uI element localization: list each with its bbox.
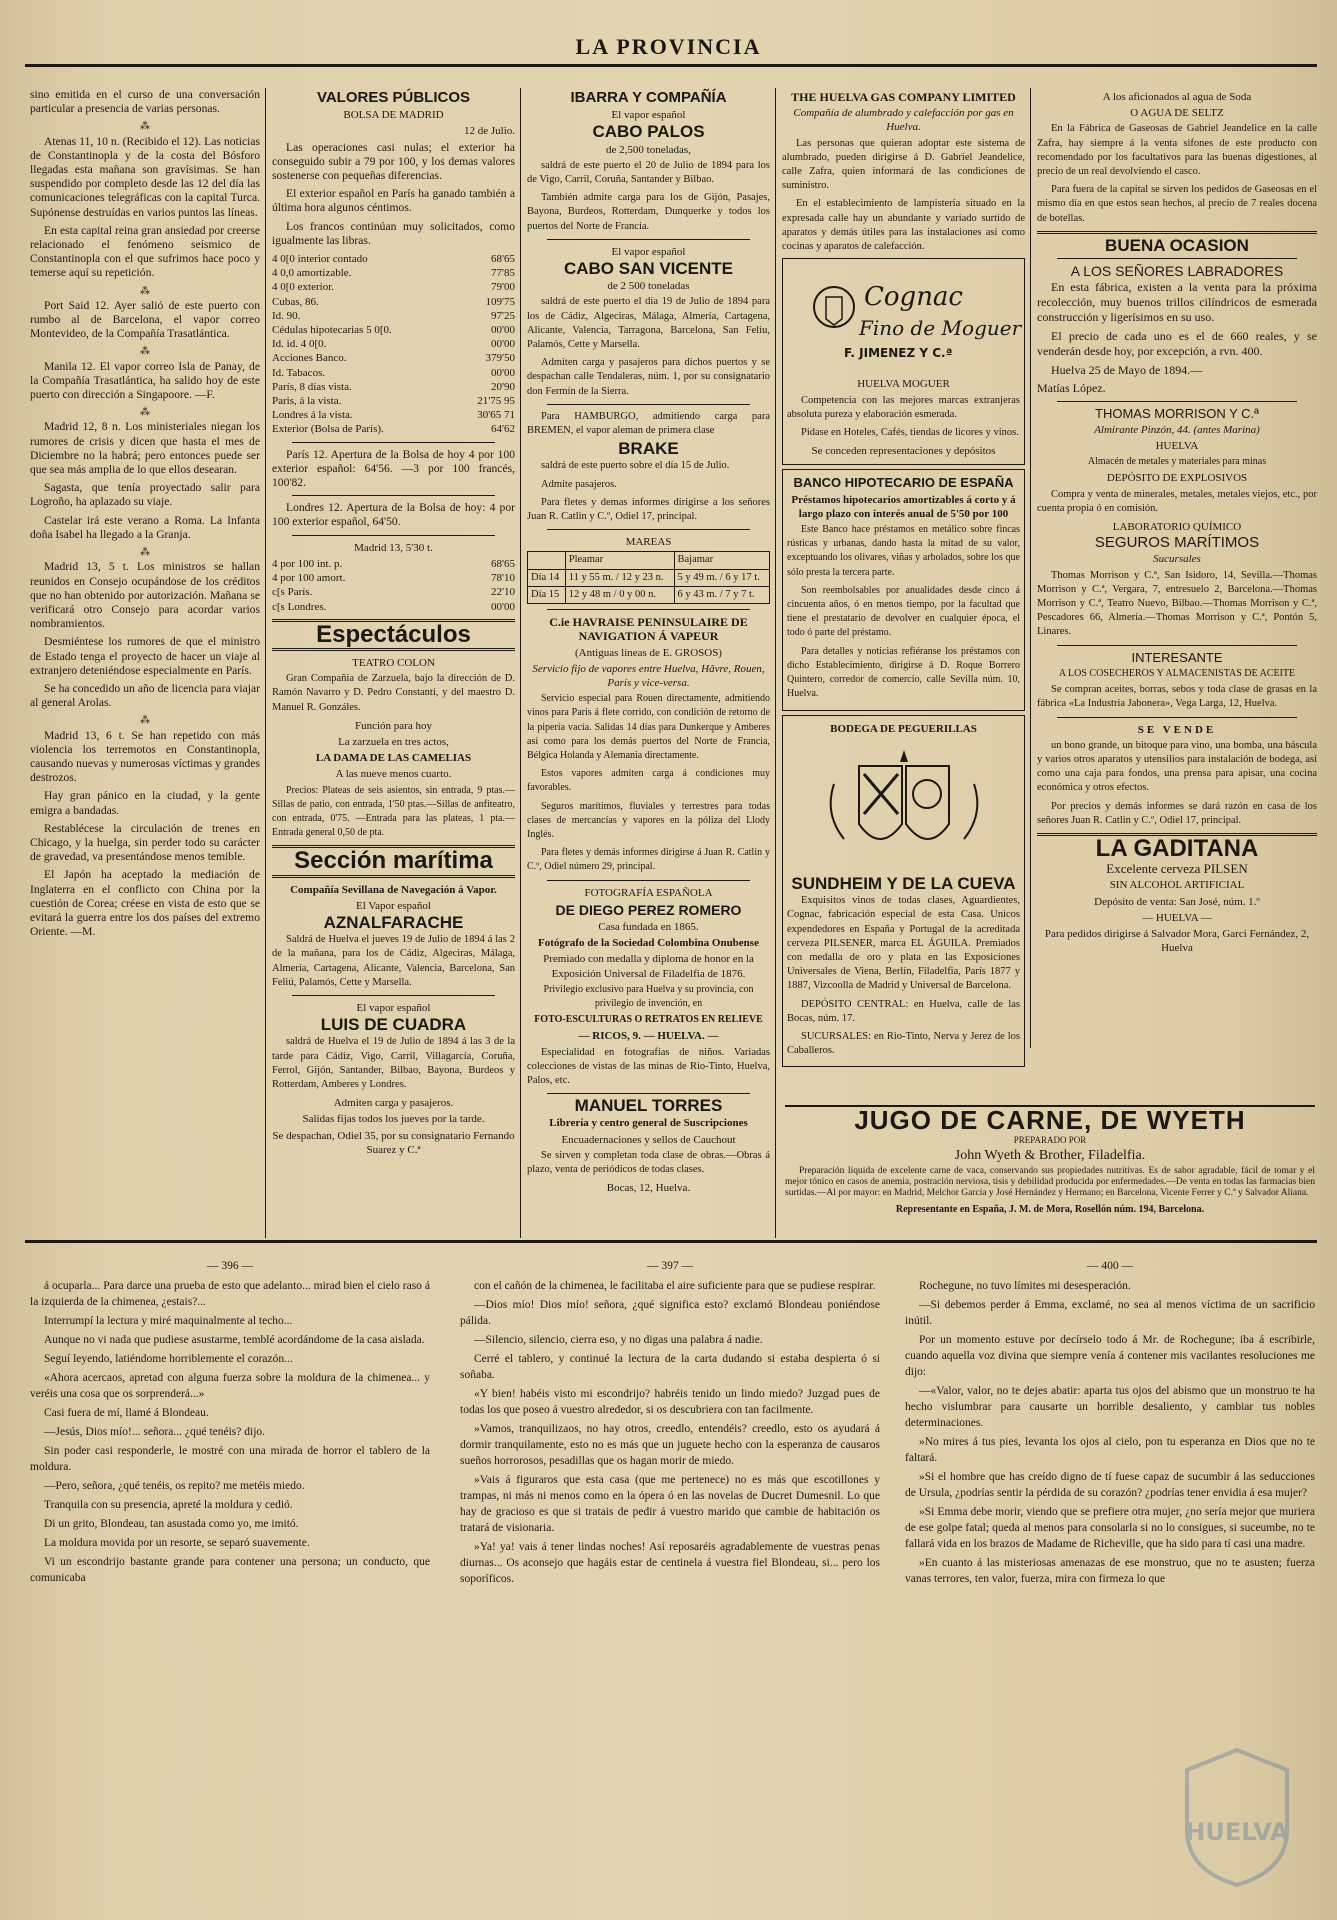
divider [272, 648, 515, 651]
quote-row [272, 252, 515, 266]
subheading: Almacén de metales y materiales para minas [1087, 456, 1267, 468]
separator-stars: ⁂ [140, 715, 150, 727]
quote-value: 00'00 [491, 600, 515, 613]
table-cell: Día 15 [528, 586, 566, 603]
quote-row [272, 557, 515, 571]
divider [292, 442, 495, 443]
quote-row [272, 309, 515, 323]
paragraph: saldrá de este puerto sobre el día 15 de Julio. [541, 460, 730, 472]
feuilleton-paragraph: Rochegune, no tuvo límites mi desesperación. [919, 1280, 1131, 1292]
column-divider [1030, 88, 1031, 1048]
feuilleton-paragraph: Cerré el tablero, y continué la lectura de la carta dudando si estaba despierta ó si soñaba. [460, 1353, 880, 1381]
quote-label: Londres á la vista. [272, 409, 353, 422]
subheading: TEATRO COLON [352, 656, 435, 669]
quotes-list [272, 557, 515, 614]
feuilleton-paragraph: Tranquila con su presencia, apreté la moldura y cedió. [44, 1499, 293, 1511]
news-item: Atenas 11, 10 n. (Recibido el 12). Las noticias de Constantinopla y de la costa del Bósforo llegadas esta mañana son gravísimas. Se han suspendido por completo desde las 12 del día las comunicaciones telegráficas con la capital Turca. Supónense destruídas en varios puntos las líneas. [30, 134, 260, 219]
tide-table [527, 551, 770, 604]
bodega-ad [782, 715, 1025, 1068]
paragraph: Exquisitos vinos de todas clases, Aguardientes, Cognac, fabricación especial de esta Casa. Unicos expendedores en España y Portugal de la acreditada cerveza PILSENER, marca EL ÁGUILA. Premiados con medalla de oro y plata en las Exposiciones Universales de Viena, Berlín, Filadelfia, París 1877 y 1887, Vizcoolla de Madrid y Universal de Barcelona. [787, 895, 1020, 992]
logo-text: F. JIMENEZ Y C.ª [843, 346, 952, 361]
feuilleton-paragraph: »Si el hombre que has creído digno de tí fuese capaz de sucumbir á las seducciones de Ursula, ¿podrías sentir la pérdida de su corazón? ¿podrías tener envidia á esa mujer? [905, 1471, 1315, 1499]
subheading: Servicio fijo de vapores entre Huelva, Hâvre, Rouen, París y vice-versa. [532, 662, 765, 689]
subheading: Admiten carga y pasajeros. [333, 1097, 454, 1110]
subheading: O AGUA DE SELTZ [1130, 107, 1224, 120]
news-item: Se ha concedido un año de licencia para viajar al general Arolas. [30, 681, 260, 710]
paragraph: París 12. Apertura de la Bolsa de hoy 4 por 100 exterior español: 64'56. —3 por 100 francés, 100'82. [272, 447, 515, 490]
feuilleton-paragraph: Di un grito, Blondeau, tan asustada como yo, me imitó. [44, 1518, 299, 1530]
paragraph: saldrá de este puerto el 20 de Julio de 1894 para los de Vigo, Carril, Coruña, Santander y Bilbao. [527, 159, 770, 186]
quote-value: 00'00 [491, 324, 515, 337]
paragraph: Thomas Morrison y C.ª, San Isidoro, 14, Sevilla.—Thomas Morrison y C.ª, Vergara, 7, entresuelo 2, Barcelona.—Thomas Morrison y C.ª, Teatro Nuevo, Bilbao.—Thomas Morrison y C.ª, Pescadores 66, Almería.—Thomas Morrison y C.ª, Pontón 5, Linares. [1037, 569, 1317, 638]
paragraph: Para HAMBURGO, admitiendo carga para BREMEN, el vapor aleman de primera clase [527, 410, 770, 437]
column-divider [520, 88, 521, 1238]
divider [1037, 231, 1317, 234]
subheading: Compañía de alumbrado y calefacción por gas en Huelva. [793, 107, 1014, 134]
quote-label: Id. 90. [272, 309, 301, 322]
news-item: El Japón ha aceptado la mediación de Inglaterra en el conflicto con China por la cuestión de Corea; créese en vista de esto que se evitará la guerra entre los dos países del extremo Oriente. —M. [30, 868, 260, 939]
quote-row [272, 266, 515, 280]
paragraph: Se sirven y completan toda clase de obras.—Obras á plazo, venta de periódicos de todas clases. [527, 1149, 770, 1175]
address: Bocas, 12, Huelva. [606, 1182, 691, 1195]
paragraph: Son reembolsables por anualidades desde cinco á cincuenta años, ó en menos tiempo, por la facultad que tiene el prestatario de devolver en cualquier época, el todo ó parte del préstamo. [787, 584, 1020, 639]
paragraph: Para detalles y noticias refiéranse los préstamos con dicho Establecimiento, dirigirse á D. Roque Borrero Quintero, corredor de comercio, calle Sevilla núm. 10, Huelva. [787, 645, 1020, 700]
quote-row [272, 323, 515, 337]
quote-value: 78'10 [491, 572, 515, 585]
subheading: Sucursales [1153, 553, 1201, 566]
paragraph: Compra y venta de minerales, metales, metales viejos, etc., por cuenta propia ó en comisión. [1037, 488, 1317, 514]
logo-text: Fino de Moguer [858, 316, 1021, 341]
quote-value: 64'62 [491, 423, 515, 436]
subheading: de 2,500 toneladas, [606, 143, 691, 156]
paragraph: Las operaciones casi nulas; el exterior ha conseguido subir a 79 por 100, y los demas valores sostenerse con pequeñas diferencias. [272, 140, 515, 183]
news-item: Hay gran pánico en la ciudad, y la gente emigra a bandadas. [30, 789, 260, 817]
quote-value: 21'75 95 [477, 395, 515, 408]
paragraph: Para fletes y demas informes dirigirse a los señores Juan R. Catlin y C.º, Odiel 17, principal. [527, 496, 770, 523]
news-item: En esta capital reina gran ansiedad por creerse relacionado el fenómeno seísmico de Constantinopla con el que sufrimos hace poco y temerse aquí su repetición. [30, 223, 260, 280]
news-item: Port Said 12. Ayer salió de este puerto con rumbo al de Barcelona, el vapor correo Montevideo, de la Compañía Trasatlántica. [30, 298, 260, 341]
divider [547, 529, 750, 530]
paragraph: En el establecimiento de lampistería situado en la expresada calle hay un abundante y variado surtido de aparatos y demás útiles para las instalaciones así como cocinas y aparatos de calefacción. [782, 198, 1025, 253]
ship-name: LUIS DE CUADRA [320, 1015, 467, 1035]
subheading: (Antiguas líneas de E. GROSOS) [575, 646, 722, 659]
news-item: Manila 12. El vapor correo Isla de Panay, de la Compañía Trasatlántica, ha salido hoy de este puerto con dirección a Singapoore. —F. [30, 359, 260, 402]
quote-label: c[s París. [272, 586, 313, 599]
news-item: sino emitida en el curso de una conversación particular a presencia de varias personas. [30, 88, 260, 116]
subheading: SEGUROS MARÍTIMOS [1094, 534, 1260, 552]
company-name: BODEGA DE PEGUERILLAS [830, 722, 977, 735]
quote-value: 22'10 [491, 586, 515, 599]
divider [547, 880, 750, 881]
ship-name: CABO SAN VICENTE [563, 259, 734, 279]
divider [292, 495, 495, 496]
news-item: Madrid 13, 5 t. Los ministros se hallan reunidos en Consejo ocupándose de los créditos que no han obtenido por autorización. Mañana se verificará otro Consejo para acordar varios nombramientos. [30, 560, 260, 631]
feuilleton-paragraph: »No mires á tus pies, levanta los ojos al cielo, pon tu esperanza en Dios que no te faltará. [905, 1436, 1315, 1464]
quote-label: Exterior (Bolsa de París). [272, 423, 384, 436]
table-cell: 12 y 48 m / 0 y 00 n. [565, 586, 674, 603]
subheading: Encuadernaciones y sellos de Cauchout [561, 1133, 736, 1146]
coat-of-arms-icon [804, 744, 1004, 864]
news-item: Madrid 12, 8 n. Los ministeriales niegan los rumores de crisis y dicen que hasta el mes de Diciembre no la habrá; pero entonces puede ser que sea más amplia de lo que ellos desearan. [30, 420, 260, 477]
feuilleton-paragraph: —Dios mío! Dios mío! señora, ¿qué significa esto? exclamó Blondeau poniéndose pálida. [460, 1299, 880, 1327]
feuilleton-paragraph: Seguí leyendo, latiéndome horriblemente el corazón... [44, 1353, 293, 1365]
cognac-logo-icon [804, 267, 1021, 367]
quote-value: 68'65 [491, 557, 515, 570]
subheading: Fotógrafo de la Sociedad Colombina Onubense [538, 937, 759, 950]
paragraph: Admite pasajeros. [541, 478, 617, 490]
feuilleton-paragraph: »Si Emma debe morir, viendo que se prefiere otra mujer, ¿no sería mejor que muriera de ese golpe fatal; queda al menos para consolarla si no lo consigues, si suceumbe, no te fallará vida en los brazos de Madame de Richeville, que ha sido para tí casi una madre. [905, 1506, 1315, 1550]
company-name: DE DIEGO PEREZ ROMERO [555, 901, 742, 918]
subheading: Casa fundada en 1865. [598, 920, 699, 933]
subheading: El vapor español [611, 109, 686, 122]
quote-value: 379'50 [485, 352, 515, 365]
subheading: Salidas fijas todos los jueves por la tarde. [302, 1113, 485, 1126]
paragraph: Las personas que quieran adoptar este sistema de alumbrado, pueden dirigirse á D. Gabriel Jeandelice, calle Zafra, quien informará de las condiciones de suministro. [782, 137, 1025, 192]
quote-label: Cubas, 86. [272, 295, 319, 308]
wyeth-ad [785, 1105, 1315, 1247]
divider [547, 404, 750, 405]
quotes-list [272, 252, 515, 437]
divider [1057, 645, 1297, 646]
feuilleton-paragraph: »Vais á figuraros que esta casa (que me pertenece) no es más que escotillones y trampas, ni más ni menos como en la ópera ó en las novelas de Ducret Dumesnil. Lo que hay de gracioso es que si tratais de pedir á vuestro marido que cambie de habitación os tratará de visionaria. [460, 1474, 880, 1534]
subheading: Función para hoy [355, 719, 432, 732]
subheading: FOTO-ESCULTURAS O RETRATOS EN RELIEVE [534, 1014, 763, 1026]
paragraph: DEPÓSITO CENTRAL: en Huelva, calle de las Bocas, núm. 17. [787, 998, 1020, 1024]
company-name: MANUEL TORRES [574, 1096, 723, 1116]
subheading: SIN ALCOHOL ARTIFICIAL [1109, 879, 1245, 892]
company-name: SUNDHEIM Y DE LA CUEVA [791, 873, 1016, 893]
quote-label: Acciones Banco. [272, 352, 347, 365]
feuilleton-text [905, 1278, 1315, 1587]
subheading: BOLSA DE MADRID [343, 109, 444, 122]
subheading: La zarzuela en tres actos, [338, 735, 449, 748]
subheading: de 2 500 toneladas [607, 280, 690, 293]
paragraph: Huelva 25 de Mayo de 1894.— [1051, 363, 1203, 378]
quote-value: 68'65 [491, 253, 515, 266]
separator-stars: ⁂ [140, 407, 150, 419]
subheading: Se conceden representaciones y depósitos [811, 445, 996, 458]
quote-label: 4 por 100 amort. [272, 572, 346, 585]
quote-row [272, 351, 515, 365]
divider [292, 535, 495, 536]
subheading: Privilegio exclusivo para Huelva y su provincia, con privilegio de invención, en [543, 983, 754, 1009]
quote-label: Id. id. 4 0[0. [272, 338, 327, 351]
paragraph: Competencia con las mejores marcas extranjeras absoluta pureza y elaboración esmerada. [787, 394, 1020, 420]
table-cell: 11 y 55 m. / 12 y 23 n. [565, 569, 674, 586]
paragraph: El precio de cada uno es el de 660 reales, y se venderán desde hoy, por excepción, a rvn. 400. [1037, 329, 1317, 359]
divider [292, 995, 495, 996]
feuilleton-paragraph: »Ya! ya! vais á tener lindas noches! Así reposaréis agradablemente de vuestras penas diurnas... Os aconsejo que hagáis estar de centinela á vuestra fiel Blondeau, si... pero los soporíficos. [460, 1541, 880, 1585]
quote-label: c[s Londres. [272, 600, 327, 613]
news-column [30, 88, 260, 1238]
column-divider [775, 88, 776, 1238]
paragraph: Pídase en Hoteles, Cafés, tiendas de licores y vinos. [801, 427, 1019, 439]
paragraph: Este Banco hace préstamos en metálico sobre fincas rústicas y urbanas, dando hasta la mitad de su valor, exceptuando los olivares, viñas y arbolados, sobre los que sólo presta la tercera parte. [787, 524, 1020, 578]
paragraph: También admite carga para los de Gijón, Pasajes, Bayona, Burdeos, Rotterdam, Dunquerke y todos los puertos del Norte de Francia. [527, 192, 770, 232]
subheading: HUELVA MOGUER [857, 378, 950, 391]
paragraph: Los francos continúan muy solicitados, como igualmente las libras. [272, 219, 515, 247]
company-name: THOMAS MORRISON Y C.ª [1095, 405, 1259, 421]
paragraph: Estos vapores admiten carga á condiciones muy favorables. [527, 768, 770, 794]
ad-title: JUGO DE CARNE, DE WYETH [854, 1105, 1246, 1135]
subheading: MAREAS [625, 536, 672, 549]
paragraph: saldrá de este puerto el día 19 de Julio de 1894 para los de Cádiz, Algeciras, Málaga, Almería, Cartagena, Alicante, Valencia, Tarragona, Barcelona, San Feliu, Palamós, Cette y Marsella. [527, 296, 770, 351]
masthead-rule [25, 64, 1317, 67]
feuilleton-paragraph: á ocuparla... Para darce una prueba de esto que adelanto... mirad bien el cielo raso á la izquierda de la chimenea, ¿estais?... [30, 1280, 430, 1308]
address: — HUELVA — [1142, 911, 1212, 924]
ads-column [782, 88, 1025, 1057]
quote-row [272, 380, 515, 394]
feuilleton-paragraph: —Jesús, Dios mío!... señora... ¿qué tenéis? dijo. [44, 1426, 266, 1438]
ad-title: LA GADITANA [1095, 834, 1259, 862]
address: — RICOS, 9. — HUELVA. — [578, 1030, 719, 1043]
page-number: — 396 — [207, 1260, 253, 1272]
subheading: A LOS COSECHEROS Y ALMACENISTAS DE ACEITE [1058, 667, 1296, 679]
quote-value: 00'00 [491, 366, 515, 379]
table-header: Pleamar [565, 552, 674, 569]
paragraph: Para fletes y demás informes dirigirse á Juan R. Catlin y C.º, Odiel número 29, principal. [527, 847, 770, 873]
table-header: Bajamar [674, 552, 769, 569]
quote-value: 79'00 [491, 281, 515, 294]
quote-label: 4 0,0 amortizable. [272, 267, 352, 280]
watermark-text: HUELVA [1185, 1818, 1289, 1846]
news-item: Desmiéntese los rumores de que el ministro de Estado tenga el proyecto de hacer un viaje al extranjero deteniéndose especialmente en París. [30, 635, 260, 677]
feuilleton-paragraph: —«Valor, valor, no te dejes abatir: aparta tus ojos del abismo que un monstruo te ha hecho vislumbrar para causarte un horrible desaliento, y cambiar tus nobles determinaciones. [905, 1385, 1315, 1429]
paragraph: Por precios y demás informes se dará razón en casa de los señores Juan R. Catlin y C.º, Odiel 17, principal. [1037, 800, 1317, 826]
feuilleton-paragraph: Casi fuera de mí, llamé á Blondeau. [44, 1407, 209, 1419]
company-name: C.ie HAVRAISE PENINSULAIRE DE NAVIGATION Á VAPEUR [549, 615, 748, 644]
paragraph: Para fuera de la capital se sirven los pedidos de Gaseosas en el mismo día en que estos sean hechos, al precio de 7 reales docena de botellas. [1037, 184, 1317, 224]
table-cell: 6 y 43 m. / 7 y 7 t. [674, 586, 769, 603]
subheading: FOTOGRAFÍA ESPAÑOLA [584, 886, 713, 899]
page-number: — 397 — [647, 1260, 693, 1272]
table-cell: Día 14 [528, 569, 566, 586]
address: HUELVA [1155, 440, 1199, 453]
paragraph: Saldrá de Huelva el jueves 19 de Julio de 1894 á las 2 de la mañana, para los de Cádiz, Algeciras, Málaga, Almería, Cartagena, Alicante, Valencia, Barcelona, San Feliú, Palamós, Cette y Marsella. [272, 934, 515, 988]
news-item: Restablécese la circulación de trenes en Chicago, y la huelga, sin perder todo su carácter de gravedad, va presentándose menos temible. [30, 821, 260, 864]
paragraph: En esta fábrica, existen a la venta para la próxima recolección, muy buenos trillos cilíndricos de esmerada construcción y ligerísimos en su uso. [1037, 280, 1317, 325]
quote-row [272, 408, 515, 422]
company-name: THE HUELVA GAS COMPANY LIMITED [791, 90, 1016, 104]
play-title: LA DAMA DE LAS CAMELIAS [315, 752, 472, 765]
divider [272, 875, 515, 878]
subheading: A los aficionados al agua de Soda [1102, 91, 1252, 103]
feuilleton-paragraph: Vi un escondrijo bastante grande para contener una persona; un conducto, que comunicaba [30, 1556, 430, 1584]
company-name: BANCO HIPOTECARIO DE ESPAÑA [793, 475, 1014, 491]
feuilleton-text [460, 1278, 880, 1587]
paragraph: Seguros marítimos, fluviales y terrestres para todas clases de mercancías y vapores en la póliza del Llody Inglés. [527, 800, 770, 840]
feuilleton-paragraph: con el cañón de la chimenea, le facilitaba el aire suficiente para que se pudiese respirar. [474, 1280, 876, 1292]
shipping-column [527, 88, 770, 1238]
separator-stars: ⁂ [140, 346, 150, 358]
quote-label: París, 8 días vista. [272, 380, 352, 393]
feuilleton-paragraph: Sin poder casi responderle, le mostré con una mirada de horror el tablero de la moldura. [30, 1445, 430, 1473]
divider [1057, 401, 1297, 402]
signature: Matías López. [1037, 381, 1106, 396]
subheading: John Wyeth & Brother, Filadelfia. [954, 1148, 1146, 1164]
subheading: LABORATORIO QUÍMICO [1112, 521, 1242, 534]
subheading: Préstamos hipotecarios amortizables á corto y á largo plazo con interés anual de 5'50 por 100 [791, 493, 1016, 520]
news-item: Castelar irá este verano a Roma. La Infanta doña Isabel ha llegado a la Granja. [30, 513, 260, 541]
paragraph: Preparación líquida de excelente carne de vaca, conservando sus propiedades nutritivas. Es de sabor agradable, fácil de tomar y el mejor tónico en casos de anemia, postración nerviosa, tisis y debilidad producida por enfermedades.—De venta en todas las farmacias bien surtidas.—Al por mayor: en Madrid, Melchor Garcia y José Hernández y Hermano; en Barcelona, Vicente Ferrer y C.ª y Salvador Aliana. [785, 1165, 1315, 1198]
quote-label: 4 0[0 interior contado [272, 253, 368, 266]
library-watermark-icon [1167, 1740, 1307, 1890]
paragraph: Servicio especial para Rouen directamente, admitiendo vinos para París á flete corrido, con condición de retorno de la pipería vacía. Salidas 14 días para Dunkerque y Amberes así como para los demás puertos del Norte de Francia, Bélgica Holanda y Alemania directamente. [527, 693, 770, 761]
ship-name: CABO PALOS [592, 122, 705, 142]
feuilleton-rule [25, 1240, 1317, 1243]
ad-title: INTERESANTE [1131, 649, 1223, 665]
quote-row [272, 422, 515, 436]
subheading: Representante en España, J. M. de Mora, Rosellón núm. 194, Barcelona. [895, 1203, 1205, 1215]
table-cell: 5 y 49 m. / 6 y 17 t. [674, 569, 769, 586]
feuilleton-column [460, 1258, 880, 1898]
feuilleton-paragraph: «Y bien! habéis visto mi escondrijo? habréis tenido un lindo miedo? Juzgad pues de todas los que poseo á vuestro alrededor, si os descubriera con tan facilmente. [460, 1388, 880, 1416]
cognac-ad [782, 258, 1025, 465]
paragraph: Admiten carga y pasajeros para dichos puertos y se despachan calle Tendaleras, núm. 1, por su consignatario don Fermín de la Sierra. [527, 357, 770, 397]
paragraph: En la Fábrica de Gaseosas de Gabriel Jeandelice en la calle Zafra, hay siempre á la venta sifones de este producto con recomendado por los facultativos para las buenas digestiones, al precio de un real devolviendo el casco. [1037, 123, 1317, 178]
quote-label: Cédulas hipotecarias 5 0[0. [272, 324, 392, 337]
feuilleton-paragraph: La moldura movida por un resorte, se separó suavemente. [44, 1537, 310, 1549]
subheading: El vapor español [356, 1001, 431, 1014]
separator-stars: ⁂ [140, 285, 150, 297]
paragraph: saldrá de Huelva el 19 de Julio de 1894 á las 3 de la tarde para Cádiz, Vigo, Carril, Villagarcía, Coruña, Ferrol, Gijón, Santander, Bilbao, Bayona, Burdeos y Rotterdam, Amberes y Londres. [272, 1036, 515, 1090]
quote-row [272, 571, 515, 585]
news-item: Madrid 13, 6 t. Se han repetido con más violencia los terremotos en Constantinopla, causando nuevas y numerosas víctimas y grandes destrozos. [30, 728, 260, 785]
feuilleton-paragraph: »Vamos, tranquilizaos, no hay otros, creedlo, entendéis? creedlo, esto os ayudará á dormir tranquilamente, esto no es más que un juguete hecho con la esperanza de causaros sueños horrorosos, pesadillas que os hagan morir de miedo. [460, 1423, 880, 1467]
dateline: Madrid 13, 5'30 t. [354, 541, 433, 554]
masthead: LA PROVINCIA [575, 34, 762, 59]
quote-label: Paris, á la vista. [272, 395, 342, 408]
paragraph: SUCURSALES: en Rio-Tinto, Nerva y Jerez de los Caballeros. [787, 1030, 1020, 1057]
paragraph: Precios: Plateas de seis asientos, sin entrada, 9 ptas.—Sillas de patio, con entrada, 1'50 ptas.—Sillas de anfiteatro, con entrada, 0'75. —Entrada para las plateas, 1 pta.—Entrada general 0,50 de pta. [272, 784, 515, 839]
feuilleton-paragraph: «Ahora acercaos, apretad con alguna fuerza sobre la moldura de la chimenea... y veréis una cosa que os sorprenderá...» [30, 1372, 430, 1400]
logo-text: Cognac [863, 282, 963, 313]
section-title: Sección marítima [294, 847, 493, 875]
quote-value: 30'65 71 [477, 409, 515, 422]
paragraph: Se compran aceites, borras, sebos y toda clase de grasas en la fábrica «La Industria Jabonera», Vega Larga, 12, Huelva. [1037, 684, 1317, 710]
divider [547, 1093, 750, 1094]
separator-stars: ⁂ [140, 121, 150, 133]
subheading: Excelente cerveza PILSEN [1106, 861, 1248, 877]
subheading: El vapor español [611, 245, 686, 258]
quote-row [272, 394, 515, 408]
values-column [272, 88, 515, 1238]
quote-value: 97'25 [491, 309, 515, 322]
quote-row [272, 366, 515, 380]
section-title: IBARRA Y COMPAÑÍA [570, 89, 727, 106]
paragraph: un bono grande, un bitoque para vino, una bomba, una báscula y varios otros aparatos y utensilios para instalación de bodega, así como una caja para fondos, una prensa para apisar, una cocina económica y otros efectos. [1037, 739, 1317, 794]
ad-title: BUENA OCASION [1105, 235, 1249, 255]
subheading: PREPARADO POR [1013, 1135, 1087, 1146]
address: Almirante Pinzón, 44. (antes Marina) [1094, 423, 1260, 436]
quote-value: 20'90 [491, 380, 515, 393]
subheading: DEPÓSITO DE EXPLOSIVOS [1106, 472, 1248, 485]
column-divider [265, 88, 266, 1238]
ship-name: AZNALFARACHE [323, 912, 464, 932]
feuilleton-paragraph: —Silencio, silencio, cierra eso, y no digas una palabra á nadie. [474, 1334, 763, 1346]
feuilleton-paragraph: Por un momento estuve por decírselo todo á Mr. de Rochegune; iba á escribirle, cuando aquella voz divina que siempre venía á contener mis vacilantes resoluciones me dijo: [905, 1334, 1315, 1378]
quote-row [272, 585, 515, 599]
section-title: VALORES PÚBLICOS [316, 89, 471, 106]
subheading: Se despachan, Odiel 35, por su consignatario Fernando Suarez y C.ª [272, 1129, 515, 1156]
quote-value: 109'75 [485, 295, 515, 308]
feuilleton-column [30, 1258, 430, 1898]
divider [547, 239, 750, 240]
feuilleton-paragraph: »En cuanto á las misteriosas amenazas de ese monstruo, que no te asusten; fuerza vanas terrores, ten valor, fuerza, mira con firmeza lo que [905, 1557, 1315, 1585]
banco-ad [782, 469, 1025, 710]
ads-column [1037, 88, 1317, 1048]
feuilleton-paragraph: —Pero, señora, ¿qué tenéis, os repito? me metéis miedo. [44, 1480, 305, 1492]
section-title: Espectáculos [316, 620, 471, 648]
news-item: Sagasta, que tenía proyectado salir para Logroño, ha aplazado su viaje. [30, 481, 260, 509]
feuilleton-paragraph: Interrumpí la lectura y miré maquinalmente al techo... [44, 1315, 293, 1327]
quote-label: 4 0[0 exterior. [272, 281, 335, 294]
quote-row [272, 295, 515, 309]
feuilleton-text [30, 1278, 430, 1586]
feuilleton-paragraph: Aunque no vi nada que pudiese asustarme, temblé acordándome de la casa aislada. [44, 1334, 425, 1346]
paragraph: Londres 12. Apertura de la Bolsa de hoy: 4 por 100 exterior español, 64'50. [272, 501, 515, 529]
paragraph: Gran Compañía de Zarzuela, bajo la dirección de D. Ramón Navarro y D. Pedro Constantí, y del maestro D. Manuel R. Gonzáles. [272, 673, 515, 713]
subheading: Premiado con medalla y diploma de honor en la Exposición Universal de Filadelfia de 1876. [543, 953, 754, 980]
paragraph: Especialidad en fotografías de niños. Variadas colecciones de vistas de las minas de Rio-Tinto, Huelva, Palos, etc. [527, 1046, 770, 1086]
subheading: A LOS SEÑORES LABRADORES [1070, 263, 1284, 280]
divider [547, 609, 750, 610]
quote-value: 00'00 [491, 338, 515, 351]
quote-value: 77'85 [491, 267, 515, 280]
quote-label: 4 por 100 int. p. [272, 557, 343, 570]
subheading: El Vapor español [356, 899, 431, 912]
address: Para pedidos dirigirse á Salvador Mora, Garci Fernández, 2, Huelva [1044, 927, 1310, 955]
divider [1057, 717, 1297, 718]
ad-title: SE VENDE [1137, 723, 1217, 736]
paragraph: El exterior español en París ha ganado también a última hora algunos céntimos. [272, 187, 515, 215]
ship-name: BRAKE [618, 439, 679, 459]
dateline: 12 de Julio. [463, 125, 515, 138]
feuilleton-paragraph: —Si debemos perder á Emma, exclamé, no sea al menos víctima de un sacrificio inútil. [905, 1299, 1315, 1327]
quote-row [272, 600, 515, 614]
subheading: Compañía Sevillana de Navegación á Vapor. [290, 883, 497, 896]
divider [1057, 258, 1297, 259]
quote-row [272, 337, 515, 351]
separator-stars: ⁂ [140, 547, 150, 559]
quote-row [272, 280, 515, 294]
page-number: — 400 — [1087, 1260, 1133, 1272]
address: Depósito de venta: San José, núm. 1.º [1094, 895, 1260, 908]
quote-label: Id. Tabacos. [272, 366, 326, 379]
subheading: A las nueve menos cuarto. [335, 768, 452, 781]
subheading: Librería y centro general de Suscripciones [549, 1117, 748, 1130]
